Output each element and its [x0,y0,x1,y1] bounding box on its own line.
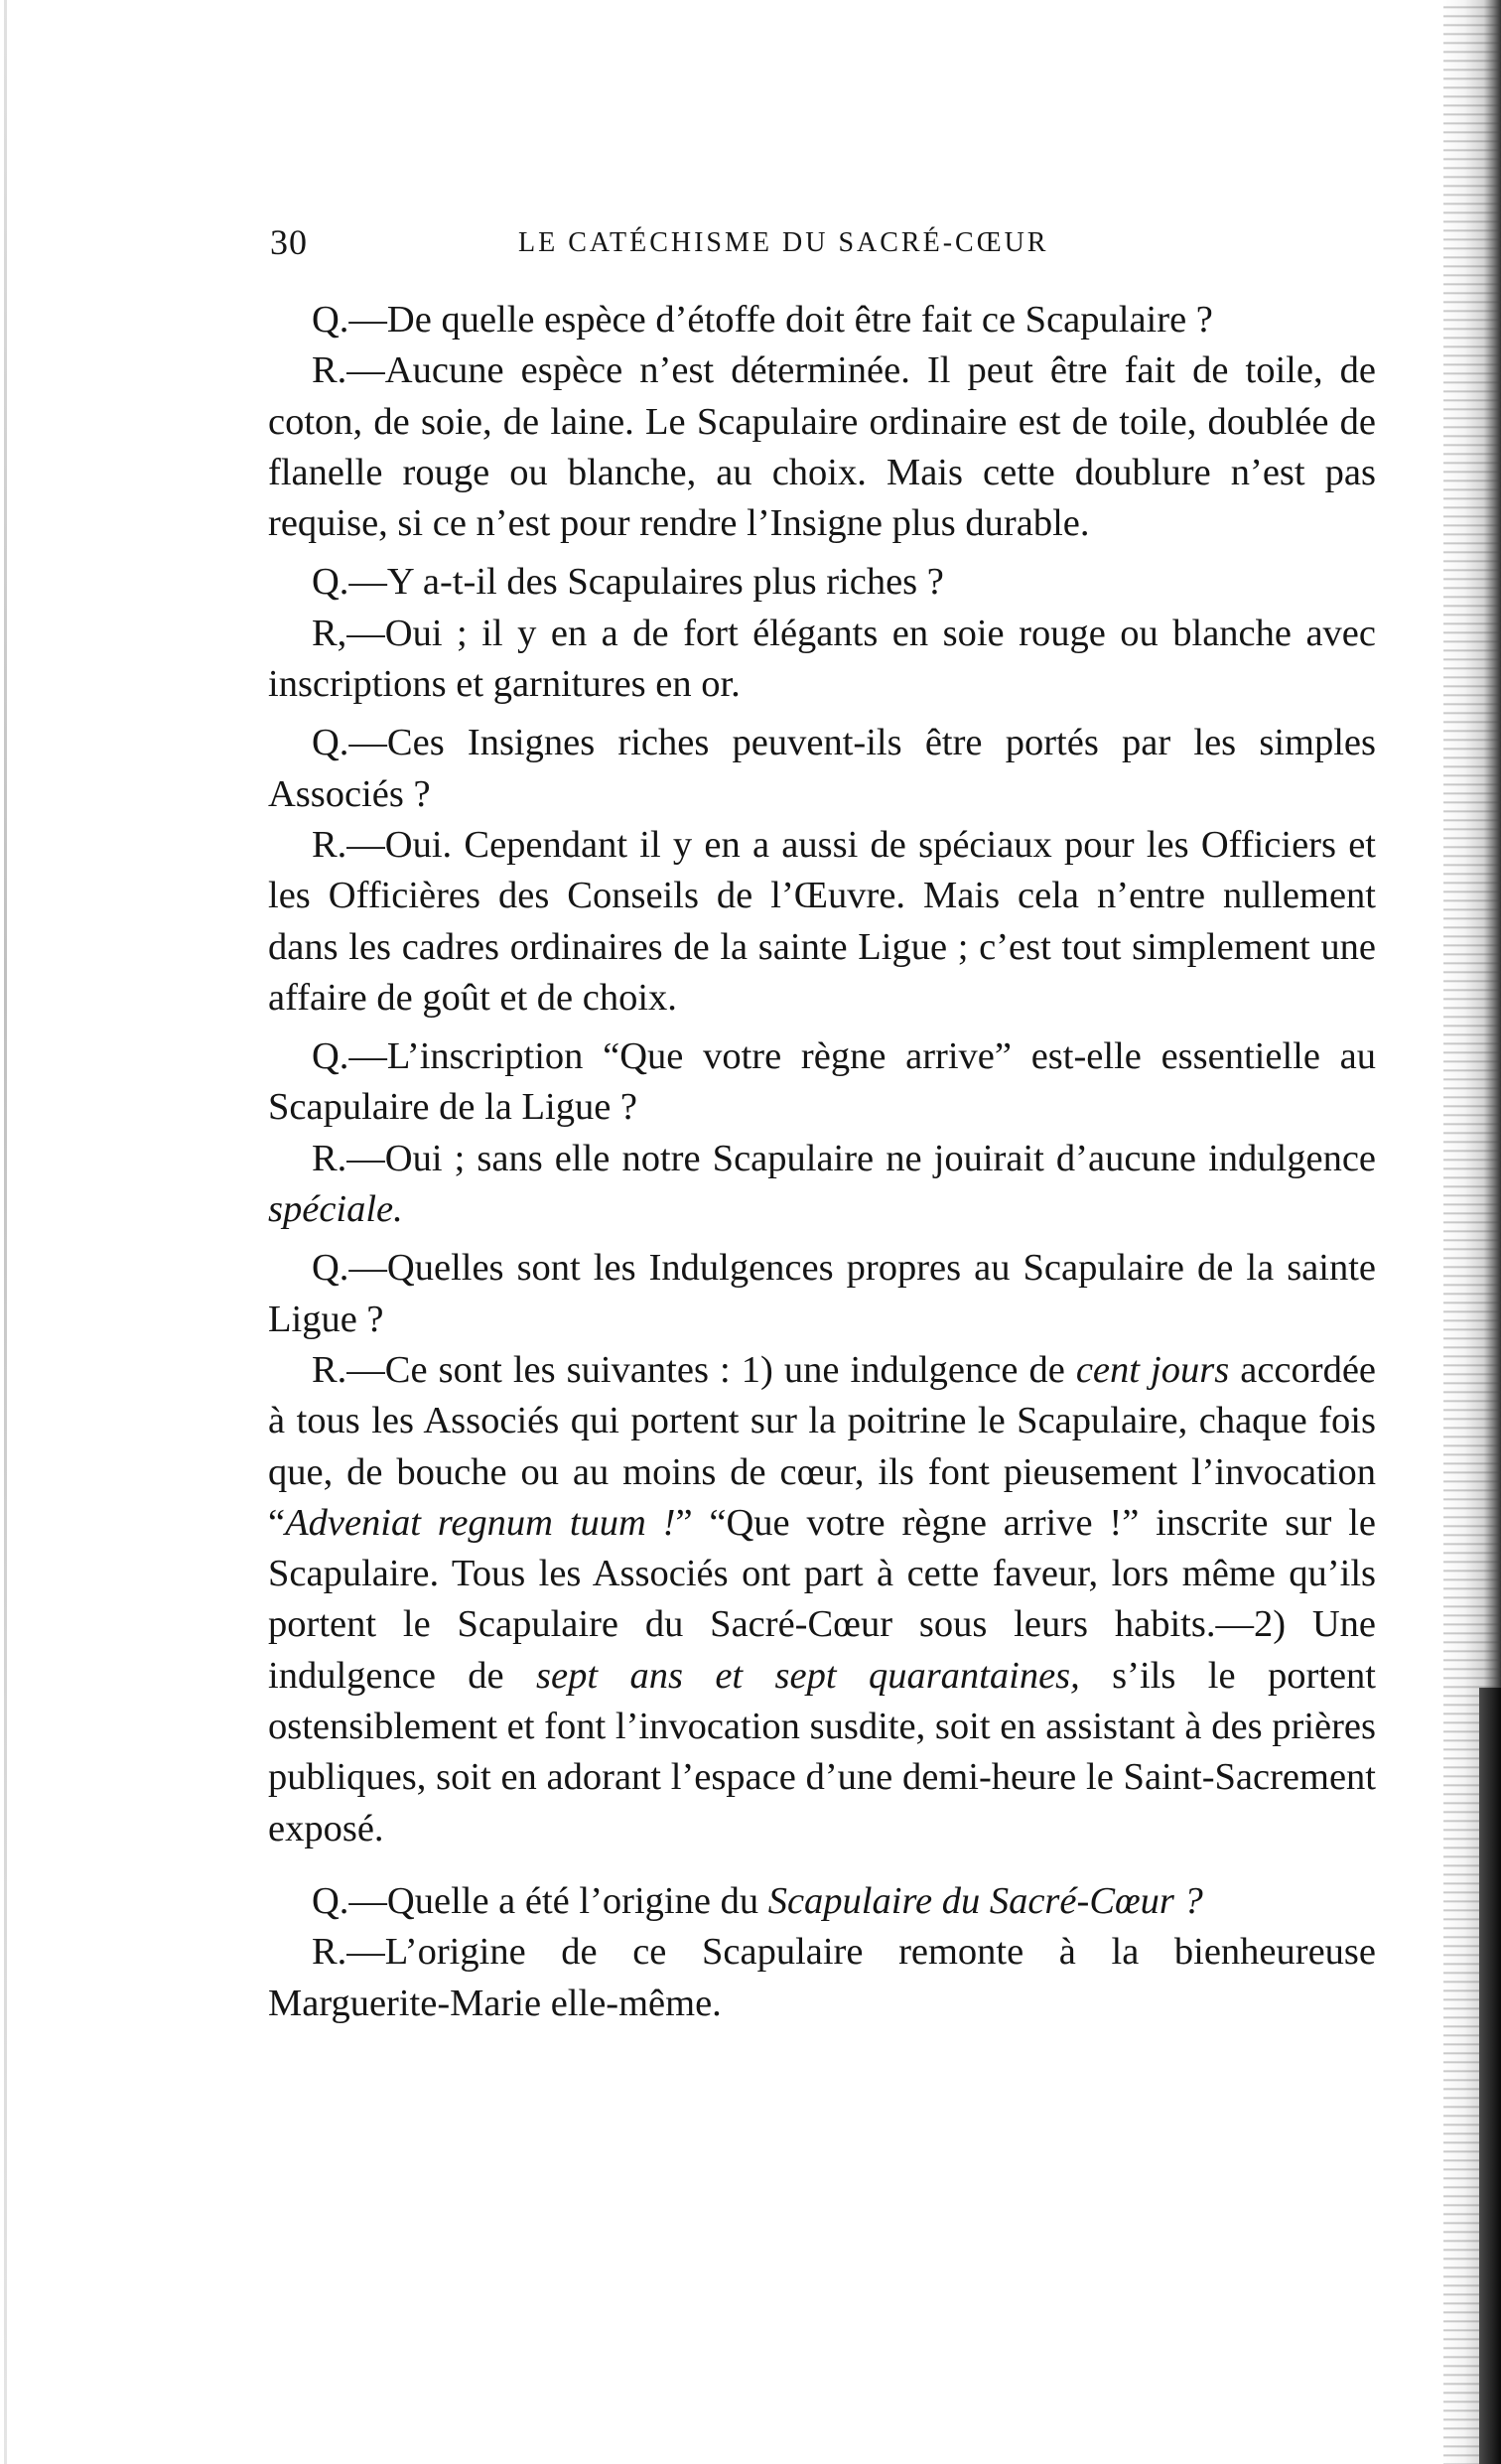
scan-binding-shadow [1479,1688,1501,2464]
question-paragraph: Q.—Y a-t-il des Scapulaires plus riches ? [312,561,944,604]
running-title: LE CATÉCHISME DU SACRÉ-CŒUR [518,227,1049,258]
question-paragraph: Q.—De quelle espèce d’étoffe doit être fait ce Scapulaire ? [312,299,1213,341]
question-text: Q.—Quelle a été l’origine du [312,1879,768,1922]
italic-emphasis: spéciale. [268,1188,403,1231]
page-body [268,295,1376,2029]
answer-text: R.—Oui ; sans elle notre Scapulaire ne jouirait d’aucune indulgence [312,1137,1376,1179]
scan-edge-left [4,0,7,2464]
answer-paragraph [268,1345,1376,1854]
answer-text: s’ils le portent ostensiblement et font l’invocation susdite, soit en assistant à des prières publiques, soit en adorant l’espace d’une demi-heure le Saint-Sacrement exposé. [268,1654,1376,1849]
answer-paragraph: R,—Oui ; il y en a de fort élégants en soie rouge ou blanche avec inscriptions et garnitures en or. [268,612,1376,706]
answer-paragraph [268,1134,1376,1236]
answer-text: accordée à tous les Associés qui portent sur la poitrine le Scapulaire, chaque fois que, de bouche ou au moins de cœur, ils font pieusement l’invocation “ [268,1348,1376,1544]
question-paragraph: Q.—Quelles sont les Indulgences propres au Scapulaire de la sainte Ligue ? [268,1247,1376,1340]
answer-text: ” “Que votre règne arrive !” inscrite sur le Scapulaire. Tous les Associés ont part à cette faveur, lors même qu’ils portent le Scapulaire du Sacré-Cœur sous leurs habits.—2) Une indulgence de [268,1501,1376,1697]
italic-emphasis: sept ans et sept quarantaines, [536,1654,1080,1697]
latin-invocation: Adveniat regnum tuum ! [285,1501,676,1544]
answer-paragraph: R.—L’origine de ce Scapulaire remonte à la bienheureuse Marguerite-Marie elle-même. [268,1931,1376,2024]
italic-emphasis: cent jours [1075,1348,1230,1391]
question-paragraph [268,1876,1376,1927]
italic-emphasis: Scapulaire du Sacré-Cœur ? [767,1879,1203,1922]
question-paragraph: Q.—L’inscription “Que votre règne arrive” est-elle essentielle au Scapulaire de la Ligue ? [268,1035,1376,1129]
question-paragraph: Q.—Ces Insignes riches peuvent-ils être portés par les simples Associés ? [268,722,1376,815]
answer-text: R.—Ce sont les suivantes : 1) une indulgence de [312,1348,1076,1391]
answer-paragraph: R.—Aucune espèce n’est déterminée. Il peut être fait de toile, de coton, de soie, de laine. Le Scapulaire ordinaire est de toile, doublée de flanelle rouge ou blanche, au choix. Mais cette doublure n’est pas requise, si ce n’est pour rendre l’Insigne plus durable. [268,349,1376,545]
page-header [270,221,1144,271]
page-number: 30 [270,222,308,262]
answer-paragraph: R.—Oui. Cependant il y en a aussi de spéciaux pour les Officiers et les Officières des Conseils de l’Œuvre. Mais cela n’entre nullement dans les cadres ordinaires de la sainte Ligue ; c’est tout simplement une affaire de goût et de choix. [268,823,1376,1019]
